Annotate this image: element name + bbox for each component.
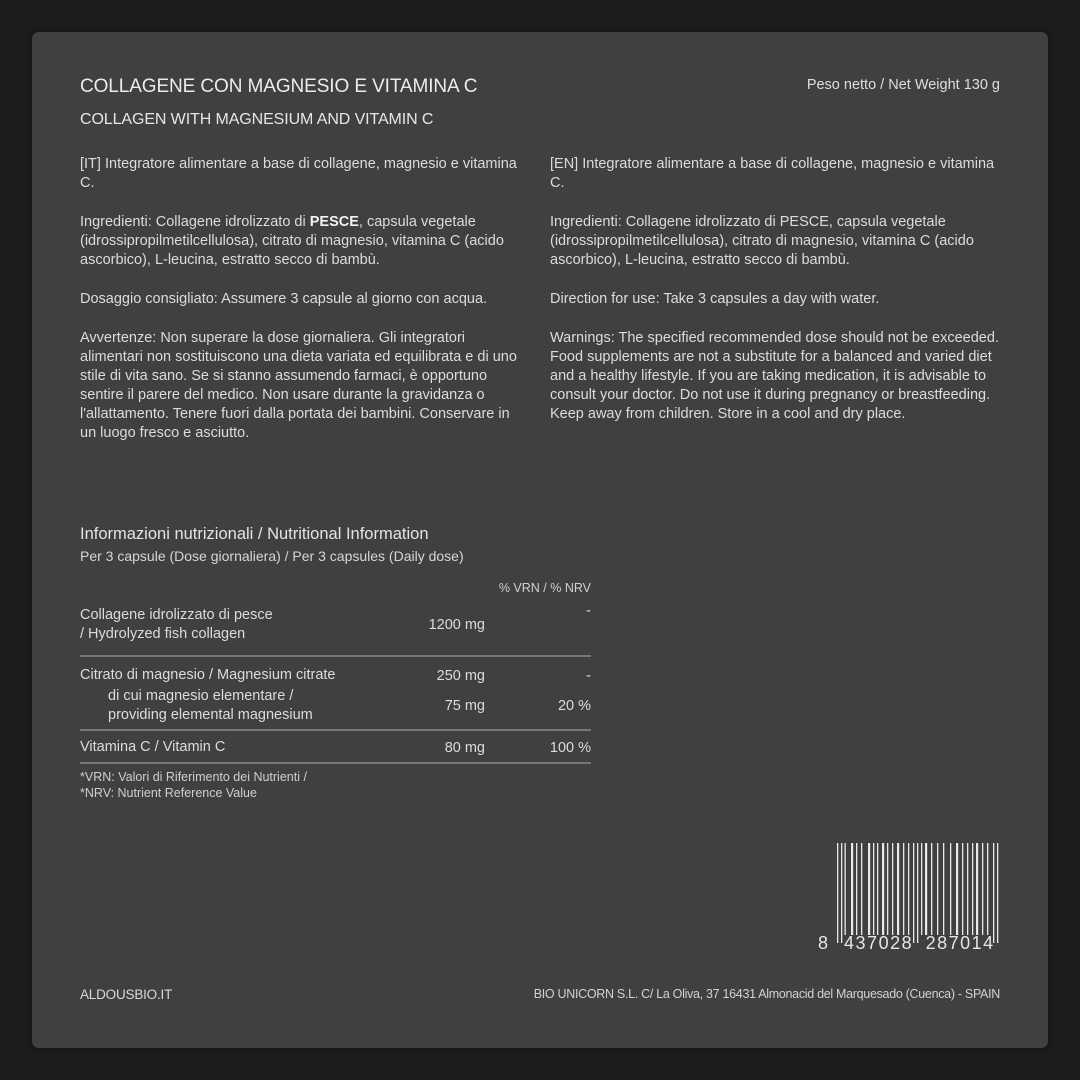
nutrient-name — [80, 687, 365, 725]
manufacturer-address: BIO UNICORN S.L. C/ La Oliva, 37 16431 Almonacid del Marquesado (Cuenca) - SPAIN — [533, 987, 1000, 1001]
english-warnings: Warnings: The specified recommended dose should not be exceeded. Food supplements are not a substitute for a balanced and varied diet and a healthy lifestyle. If you are taking medication, it is advisable to consult your doctor. Do not use it during pregnancy or breastfeeding. Keep away from children. Store in a cool and dry place. — [550, 330, 999, 422]
nutrient-amount: 1200 mg — [428, 617, 485, 633]
barcode-number — [818, 933, 995, 954]
nutrient-name — [80, 606, 365, 644]
english-column — [550, 155, 1010, 444]
footnote-line-1: *VRN: Valori di Riferimento dei Nutrienti / — [80, 770, 307, 784]
italian-ingredients — [80, 213, 520, 270]
italian-intro: [IT] Integratore alimentare a base di collagene, magnesio e vitamina C. — [80, 156, 517, 191]
barcode-digits-left: 437028 — [844, 933, 914, 953]
barcode-digits-right: 287014 — [925, 933, 995, 953]
nutrient-name: Vitamina C / Vitamin C — [80, 739, 226, 755]
nrv-footnote — [80, 769, 307, 801]
nutrient-vrn: 100 % — [549, 739, 591, 756]
website-link[interactable]: ALDOUSBIO.IT — [80, 987, 173, 1002]
ingredients-prefix: Ingredienti: Collagene idrolizzato di — [80, 214, 310, 230]
italian-column — [80, 155, 520, 463]
product-title-italian: COLLAGENE CON MAGNESIO E VITAMINA C — [80, 76, 478, 97]
nutrition-subtitle: Per 3 capsule (Dose giornaliera) / Per 3 capsules (Daily dose) — [80, 548, 464, 564]
english-ingredients: Ingredienti: Collagene idrolizzato di PESCE, capsula vegetale (idrossipropilmetilcellulosa), citrato di magnesio, vitamina C (acido ascorbico), L-leucina, estratto secco di bambù. — [550, 214, 974, 268]
table-row — [80, 686, 591, 725]
vrn-column-header: % VRN / % NRV — [498, 581, 591, 595]
table-group-collagen — [80, 599, 591, 657]
italian-warnings: Avvertenze: Non superare la dose giornaliera. Gli integratori alimentari non sostituiscono una dieta variata ed equilibrata e di uno stile di vita sano. Se si stanno assumendo farmaci, è opportuno sentire il parere del medico. Non usare durante la gravidanza o l'allattamento. Tenere fuori dalla portata dei bambini. Conservare in un luogo fresco e asciutto. — [80, 330, 517, 441]
table-row — [80, 599, 591, 644]
table-group-vitamin-c — [80, 731, 591, 764]
product-label-card — [32, 32, 1048, 1048]
english-intro: [EN] Integratore alimentare a base di collagene, magnesio e vitamina C. — [550, 156, 995, 191]
nutrient-vrn: 20 % — [557, 698, 591, 714]
nutrient-vrn: - — [586, 603, 591, 619]
barcode-digit-first: 8 — [818, 933, 830, 953]
nutrient-amount: 250 mg — [436, 667, 485, 684]
nutrient-vrn: - — [586, 667, 591, 684]
allergen-highlight: PESCE — [309, 214, 359, 230]
footnote-line-2: *NRV: Nutrient Reference Value — [80, 786, 257, 800]
table-row — [80, 657, 591, 686]
nutrition-table — [80, 577, 591, 764]
english-directions: Direction for use: Take 3 capsules a day with water. — [550, 291, 880, 307]
product-title-english: COLLAGEN WITH MAGNESIUM AND VITAMIN C — [80, 111, 434, 128]
nutrient-name-line2: providing elemental magnesium — [108, 707, 313, 723]
nutrient-name-line1: di cui magnesio elementare / — [108, 688, 294, 704]
ingredients-suffix: , capsula vegetale (idrossipropilmetilcellulosa), citrato di magnesio, vitamina C (acido ascorbico), L-leucina, estratto secco di bambù. — [80, 214, 504, 268]
nutrient-name-line1: Collagene idrolizzato di pesce — [80, 607, 273, 623]
nutrient-amount: 75 mg — [444, 698, 485, 714]
nutrient-amount: 80 mg — [444, 739, 485, 756]
table-group-magnesium — [80, 657, 591, 731]
nutrient-name: Citrato di magnesio / Magnesium citrate — [80, 667, 336, 683]
nutrient-name-line2: / Hydrolyzed fish collagen — [80, 626, 246, 642]
italian-dosage: Dosaggio consigliato: Assumere 3 capsule al giorno con acqua. — [80, 291, 488, 307]
nutrition-title: Informazioni nutrizionali / Nutritional Information — [80, 525, 429, 543]
net-weight: Peso netto / Net Weight 130 g — [806, 77, 1000, 93]
table-row — [80, 731, 591, 757]
